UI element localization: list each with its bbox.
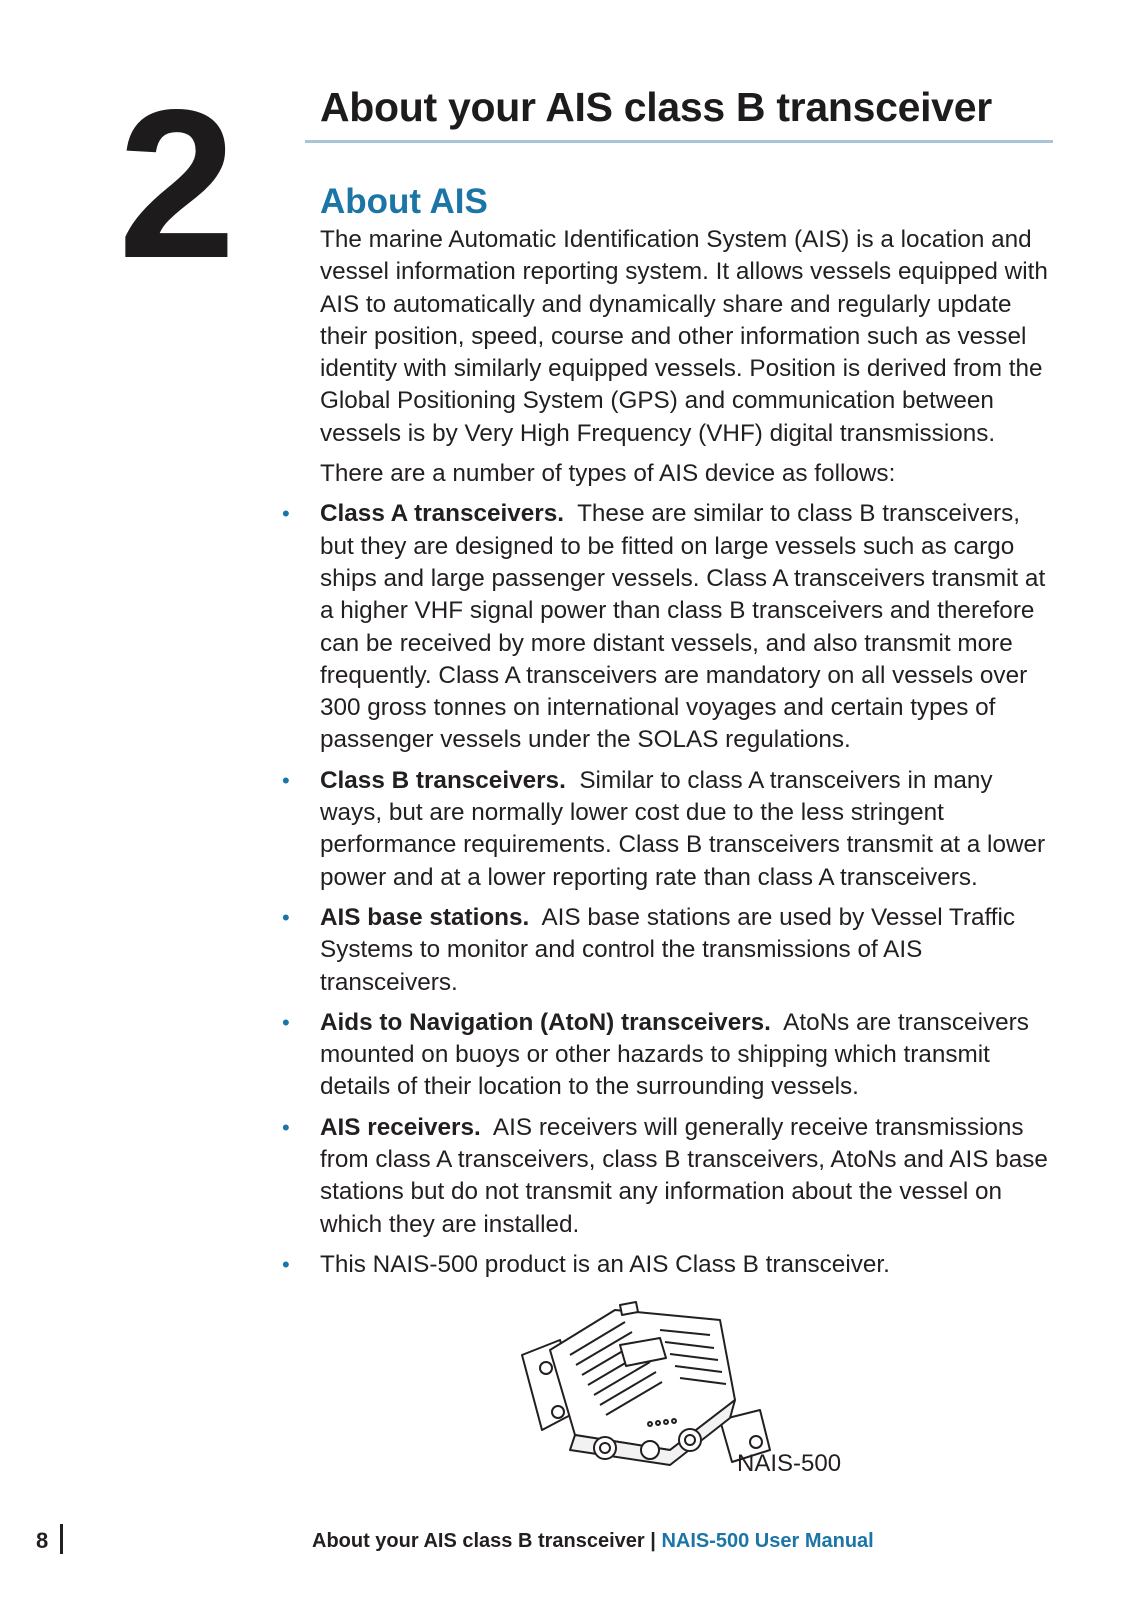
list-item-text: AtoNs are transceivers mounted on buoys or other hazards to shipping which transmit details of their location to the surrounding vessels. bbox=[320, 1008, 1029, 1101]
list-item-term: AIS base stations. bbox=[320, 903, 530, 931]
title-rule bbox=[305, 140, 1053, 143]
list-item bbox=[282, 902, 1055, 999]
footer-manual-name: NAIS-500 User Manual bbox=[661, 1530, 874, 1552]
footer-chapter: About your AIS class B transceiver bbox=[312, 1530, 645, 1552]
list-item-text: AIS receivers will generally receive transmissions from class A transceivers, class B transceivers, AtoNs and AIS base stations but do not transmit any information about the vessel on which they are installed. bbox=[320, 1113, 1048, 1238]
list-item bbox=[282, 1249, 1055, 1281]
bullet-icon: • bbox=[282, 1114, 290, 1140]
page-number: 8 bbox=[36, 1528, 49, 1553]
page-number-divider bbox=[60, 1524, 63, 1554]
section-heading: About AIS bbox=[320, 182, 488, 221]
list-item-term: Class A transceivers. bbox=[320, 500, 565, 528]
intro-paragraph: The marine Automatic Identification System (AIS) is a location and vessel information reporting system. It allows vessels equipped with AIS to automatically and dynamically share and regularly update their position, speed, course and other information such as vessel identity with similarly equipped vessels. Position is derived from the Global Positioning System (GPS) and communication between vessels is by Very High Frequency (VHF) digital transmissions. bbox=[320, 226, 1048, 447]
chapter-number: 2 bbox=[118, 65, 232, 302]
bullet-icon: • bbox=[282, 1251, 290, 1277]
bullet-icon: • bbox=[282, 904, 290, 930]
main-content bbox=[282, 180, 1055, 1289]
list-item bbox=[282, 1112, 1055, 1241]
list-item-term: AIS receivers. bbox=[320, 1113, 481, 1141]
chapter-title: About your AIS class B transceiver bbox=[320, 84, 992, 130]
footer-separator: | bbox=[644, 1530, 662, 1552]
bullet-icon: • bbox=[282, 501, 290, 527]
list-item-term: Class B transceivers. bbox=[320, 766, 566, 794]
list-item-text: AIS base stations are used by Vessel Traffic Systems to monitor and control the transmissions of AIS transceivers. bbox=[320, 903, 1016, 996]
bullet-icon: • bbox=[282, 1009, 290, 1035]
figure-caption: NAIS-500 bbox=[737, 1450, 842, 1477]
list-item-term: Aids to Navigation (AtoN) transceivers. bbox=[320, 1008, 771, 1036]
footer bbox=[312, 1530, 874, 1553]
list-item bbox=[282, 765, 1055, 894]
list-item-text: Similar to class A transceivers in many ways, but are normally lower cost due to the less stringent performance requirements. Class B transceivers transmit at a lower power and at a lower reporting rate than class A transceivers. bbox=[320, 766, 1046, 891]
list-item-text: This NAIS-500 product is an AIS Class B transceiver. bbox=[320, 1250, 890, 1278]
bullet-icon: • bbox=[282, 767, 290, 793]
list-item-text: These are similar to class B transceivers, but they are designed to be fitted on large vessels such as cargo ships and large passenger vessels. Class A transceivers transmit at a higher VHF signal power than class B transceivers and therefore can be received by more distant vessels, and also transmit more frequently. Class A transceivers are mandatory on all vessels over 300 gross tonnes on international voyages and certain types of passenger vessels under the SOLAS regulations. bbox=[320, 500, 1046, 754]
ais-types-list bbox=[282, 498, 1055, 1281]
list-item bbox=[282, 1007, 1055, 1104]
types-intro: There are a number of types of AIS device as follows: bbox=[320, 460, 896, 488]
list-item bbox=[282, 498, 1055, 756]
nais-500-device-illustration bbox=[520, 1300, 850, 1470]
